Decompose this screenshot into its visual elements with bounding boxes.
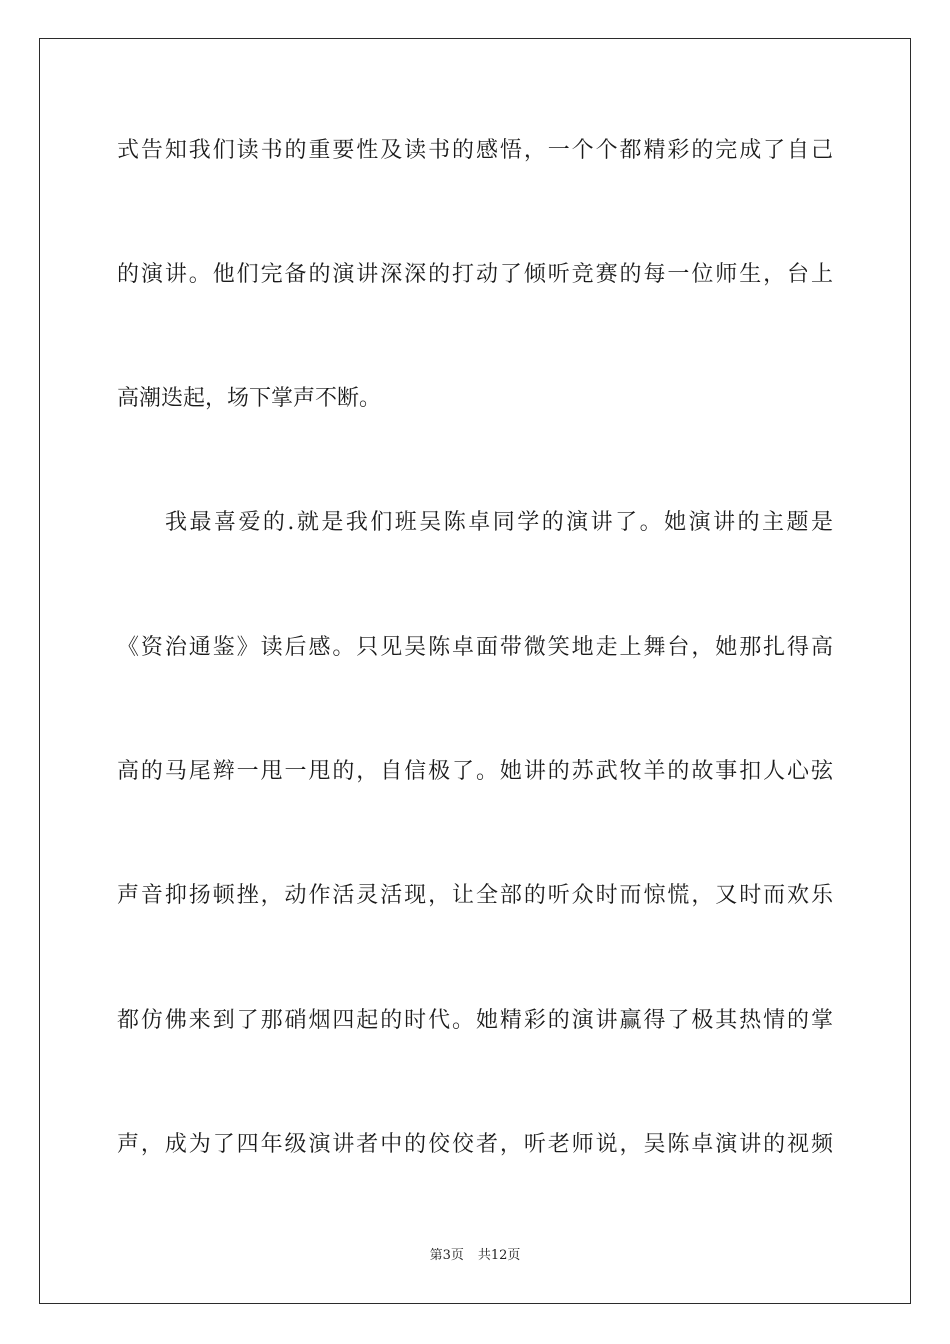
- paragraph-1-line-3: 高潮迭起，场下掌声不断。: [117, 386, 382, 411]
- page-footer: [0, 1247, 950, 1265]
- paragraph-2-line-1: 我最喜爱的.就是我们班吴陈卓同学的演讲了。她演讲的主题是: [165, 510, 833, 535]
- paragraph-2-line-6: 声，成为了四年级演讲者中的佼佼者，听老师说，吴陈卓演讲的视频: [117, 1132, 833, 1157]
- paragraph-2-line-2: 《资治通鉴》读后感。只见吴陈卓面带微笑地走上舞台，她那扎得高: [117, 635, 833, 660]
- page-border: [39, 38, 911, 1304]
- page-total: 共12页: [477, 1248, 521, 1263]
- paragraph-1-line-1: 式告知我们读书的重要性及读书的感悟，一个个都精彩的完成了自己: [117, 138, 833, 163]
- paragraph-1-line-2: 的演讲。他们完备的演讲深深的打动了倾听竞赛的每一位师生，台上: [117, 262, 833, 287]
- paragraph-2-line-5: 都仿佛来到了那硝烟四起的时代。她精彩的演讲赢得了极其热情的掌: [117, 1008, 833, 1033]
- page-number: 第3页: [429, 1248, 464, 1263]
- paragraph-2-line-3: 高的马尾辫一甩一甩的，自信极了。她讲的苏武牧羊的故事扣人心弦: [117, 759, 833, 784]
- paragraph-2-line-4: 声音抑扬顿挫，动作活灵活现，让全部的听众时而惊慌，又时而欢乐: [117, 883, 833, 908]
